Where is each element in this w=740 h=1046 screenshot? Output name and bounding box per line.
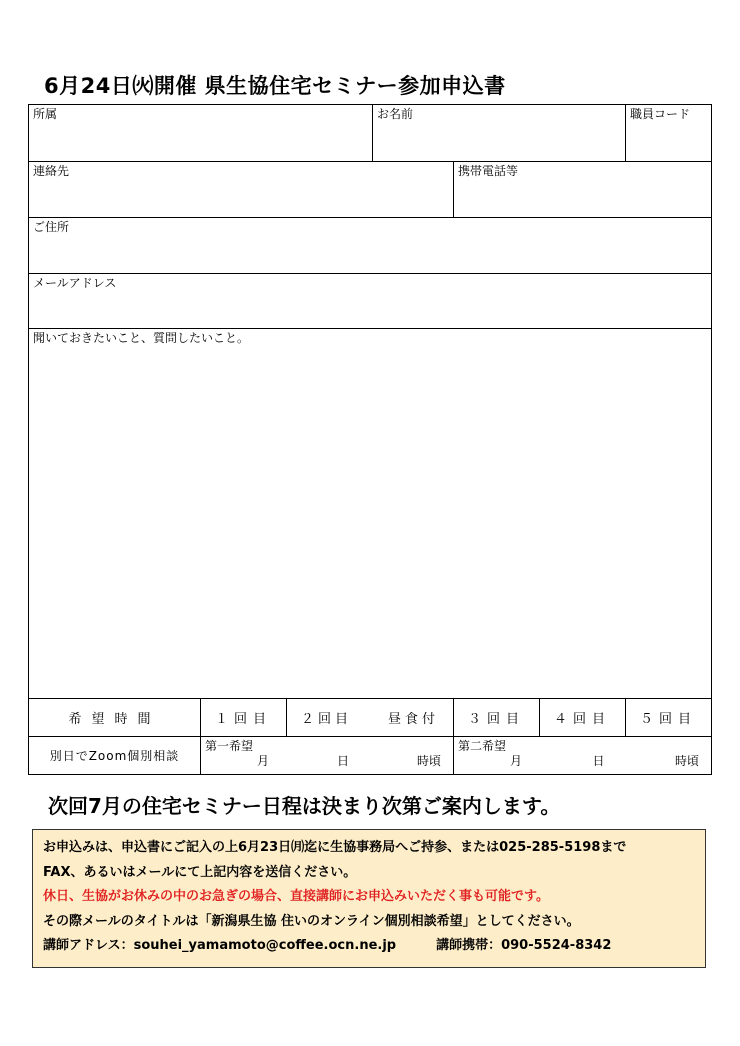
slot-2-checkbox[interactable] xyxy=(287,699,454,737)
slot-3-label: ３回目 xyxy=(468,712,526,727)
slot-4-label: ４回目 xyxy=(554,712,612,727)
affiliation-label: 所属 xyxy=(33,107,58,121)
name-label: お名前 xyxy=(377,107,414,121)
instructor-email[interactable]: 講師アドレス：souhei_yamamoto@coffee.ocn.ne.jp xyxy=(43,938,397,953)
second-month-label: 月 xyxy=(510,754,523,768)
slot-1-checkbox[interactable] xyxy=(201,699,287,737)
questions-label: 聞いておきたいこと、質問したいこと。 xyxy=(33,331,250,345)
first-preference-field[interactable] xyxy=(201,737,454,775)
contact-field[interactable] xyxy=(29,162,454,218)
name-field[interactable] xyxy=(373,105,626,162)
first-month-label: 月 xyxy=(257,754,270,768)
first-time-label: 時頃 xyxy=(417,754,442,768)
slot-1-label: １回目 xyxy=(214,712,272,727)
contact-label: 連絡先 xyxy=(33,164,70,178)
address-label: ご住所 xyxy=(33,220,70,234)
email-label: メールアドレス xyxy=(33,276,117,290)
slot-4-checkbox[interactable] xyxy=(540,699,626,737)
schedule-label: 希望時間 xyxy=(29,699,201,737)
mobile-field[interactable] xyxy=(454,162,712,218)
application-form xyxy=(28,104,712,775)
first-day-label: 日 xyxy=(337,754,350,768)
page-title: 6月24日㈫開催 県生協住宅セミナー参加申込書 xyxy=(44,74,506,98)
second-day-label: 日 xyxy=(592,754,605,768)
first-preference-label: 第一希望 xyxy=(205,739,254,753)
instructor-phone[interactable]: 講師携帯：090-5524-8342 xyxy=(436,938,612,953)
second-time-label: 時頃 xyxy=(675,754,700,768)
staff-code-field[interactable] xyxy=(626,105,712,162)
affiliation-field[interactable] xyxy=(29,105,373,162)
slot-3-checkbox[interactable] xyxy=(454,699,540,737)
mobile-label: 携帯電話等 xyxy=(458,164,519,178)
info-line-holiday: 休日、生協がお休みの中のお急ぎの場合、直接講師にお申込みいただく事も可能です。 xyxy=(43,889,549,904)
email-field[interactable] xyxy=(29,274,712,329)
info-line-4: その際メールのタイトルは「新潟県生協 住いのオンライン個別相談希望」としてください。 xyxy=(43,913,580,929)
slot-2-label: ２回目 xyxy=(301,712,353,727)
slot-5-label: ５回目 xyxy=(640,712,698,727)
slot-5-checkbox[interactable] xyxy=(626,699,712,737)
second-preference-label: 第二希望 xyxy=(458,739,507,753)
questions-field[interactable] xyxy=(29,329,712,699)
second-preference-field[interactable] xyxy=(454,737,712,775)
zoom-consult-label: 別日でZoom個別相談 xyxy=(29,737,201,775)
staff-code-label: 職員コード xyxy=(630,107,691,121)
next-seminar-notice: 次回7月の住宅セミナー日程は決まり次第ご案内します。 xyxy=(48,794,561,818)
info-line-1: お申込みは、申込書にご記入の上6月23日㈪迄に生協事務局へご持参、または025-285-5198まで xyxy=(43,840,627,855)
application-info-box xyxy=(32,829,706,968)
address-field[interactable] xyxy=(29,218,712,274)
lunch-included-label: 昼食付 xyxy=(388,712,440,727)
info-line-2: FAX、あるいはメールにて上記内容を送信ください。 xyxy=(43,864,357,880)
